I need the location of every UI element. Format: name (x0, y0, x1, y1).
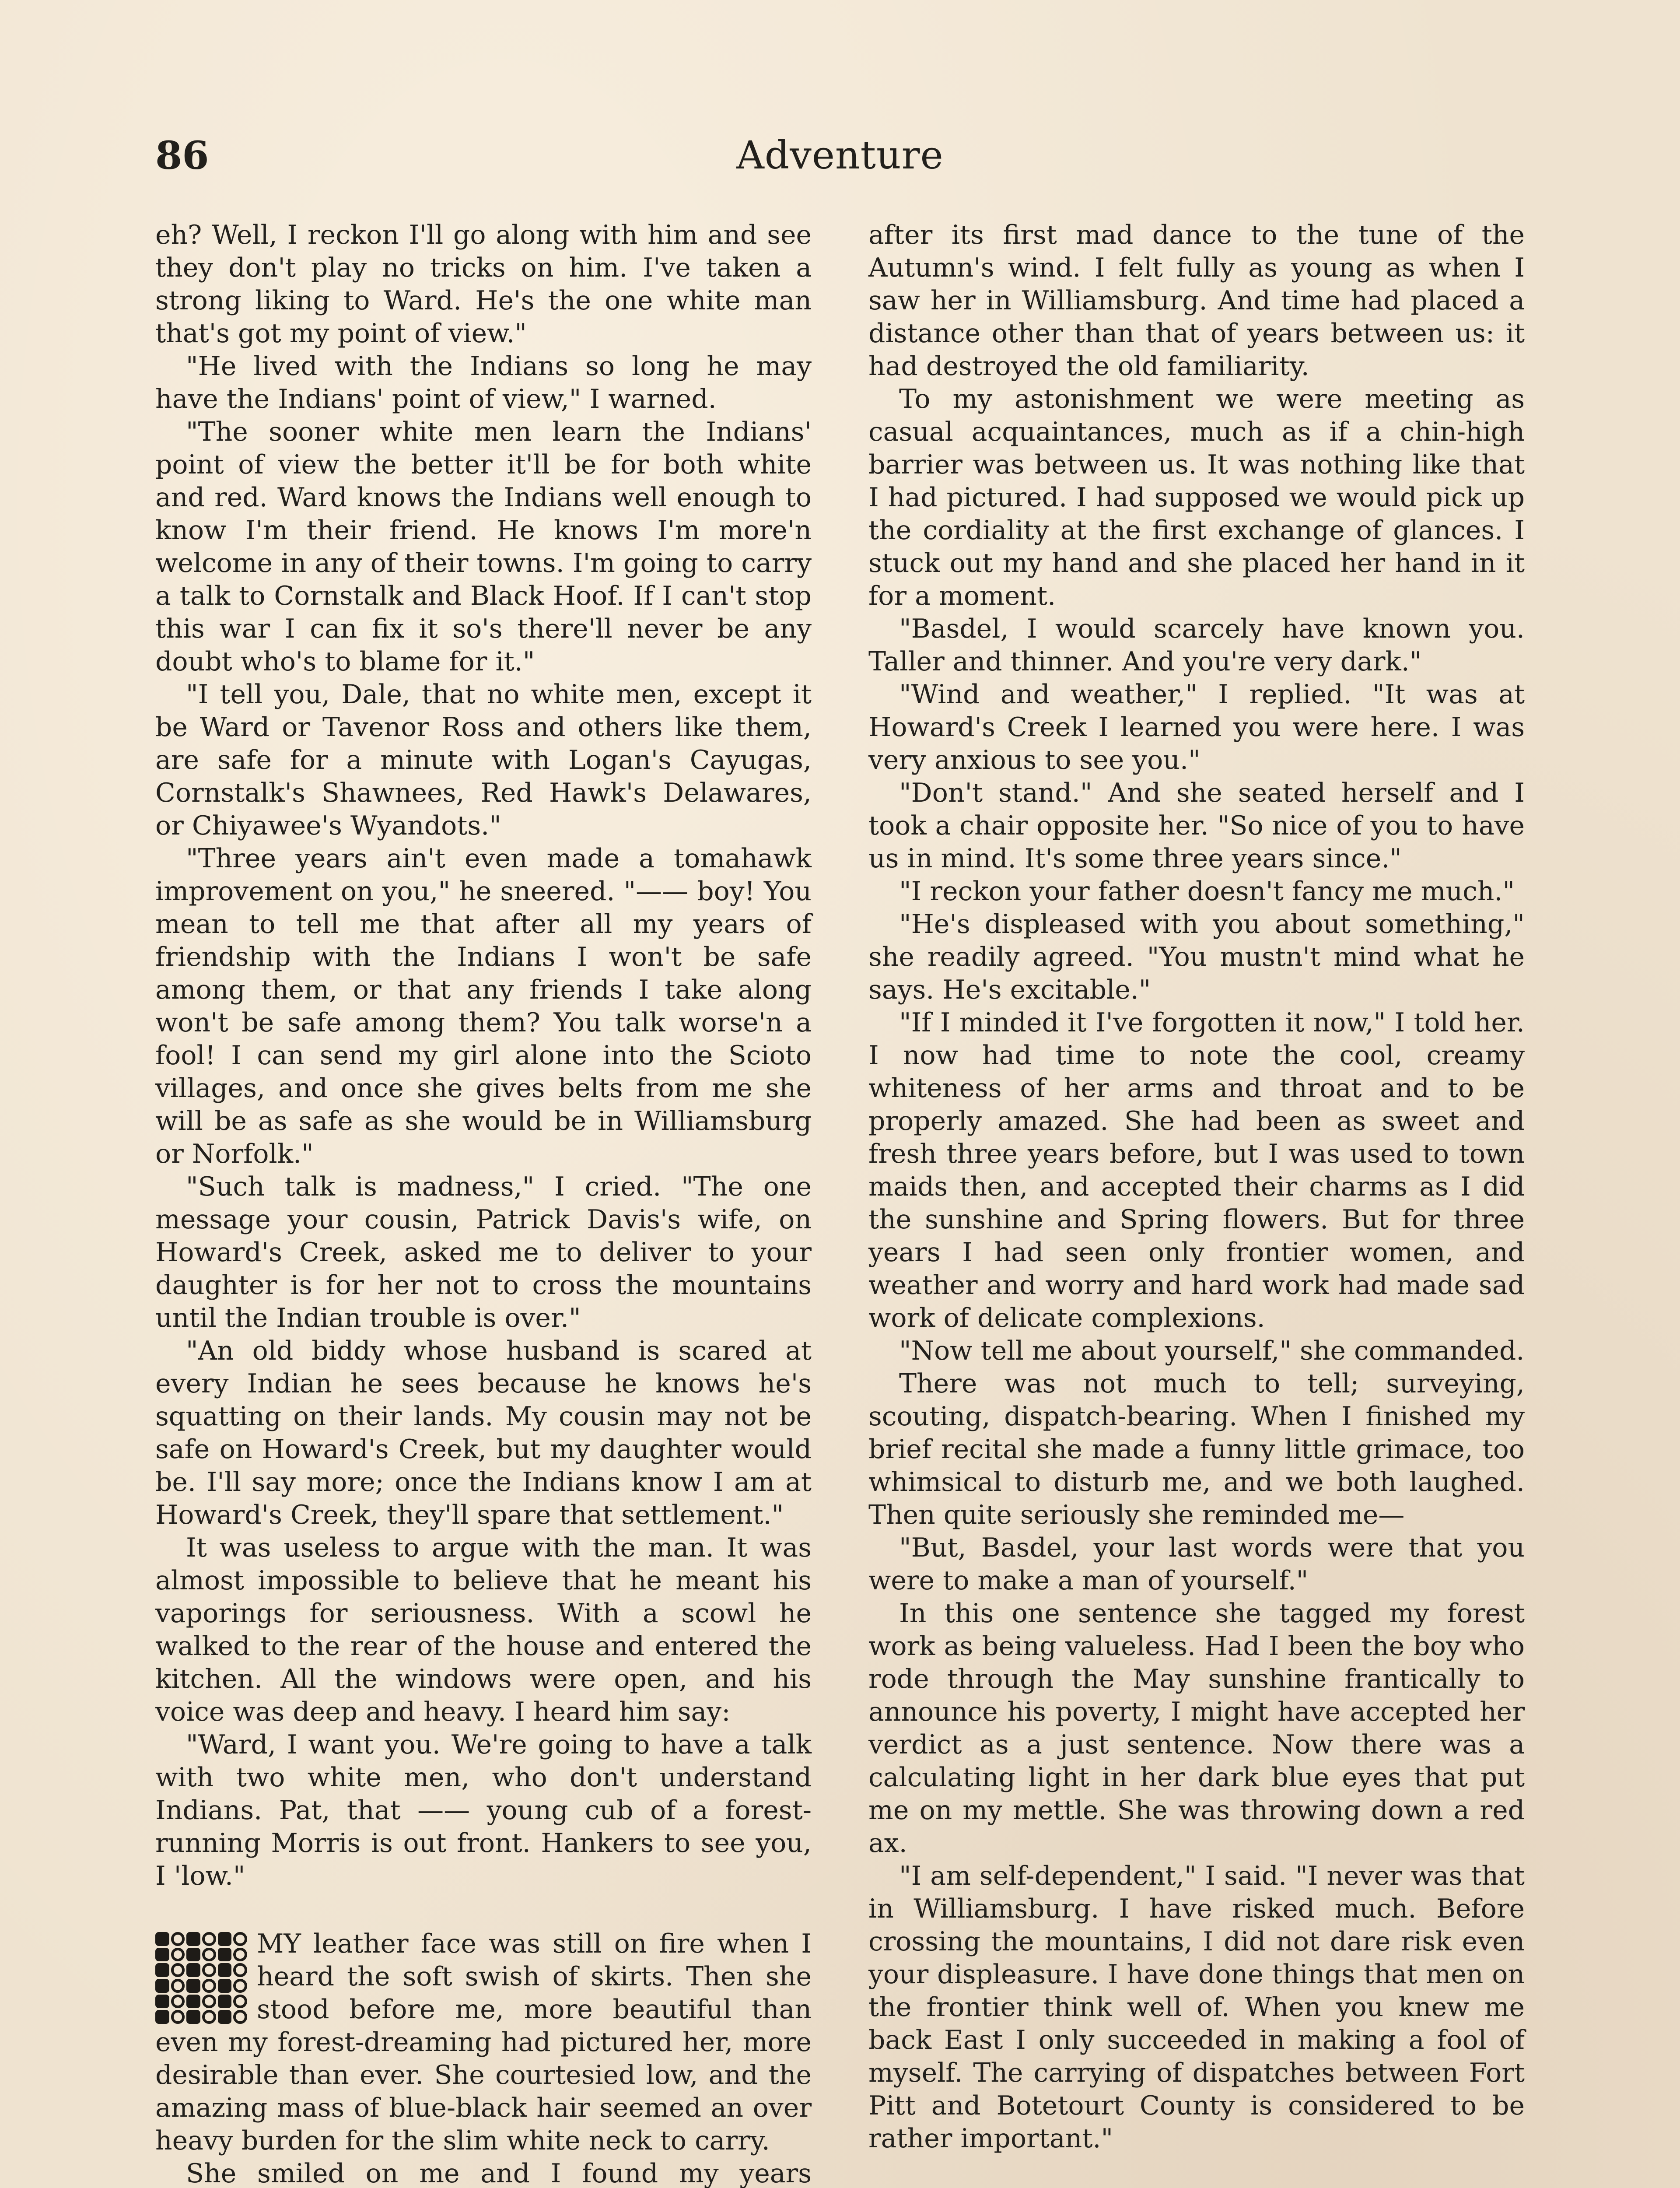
paragraph: There was not much to tell; surveying, scouting, dispatch-bearing. When I finished my brief recital she made a funny little grimace, too whimsical to disturb me, and we both laughed. Then quite seriously she reminded me— (868, 1368, 1525, 1530)
paragraph: "Basdel, I would scarcely have known you. Taller and thinner. And you're very dark." (868, 614, 1525, 677)
page-number: 86 (155, 133, 209, 178)
paragraph: "Wind and weather," I replied. "It was at Howard's Creek I learned you were here. I was very anxious to see you." (868, 679, 1525, 775)
section-opening-paragraph: MY leather face was still on fire when I heard the soft swish of skirts. Then she stood before me, more beautiful than even my forest-dreaming had pictured her, more desirable than ever. She courtesied low, and the amazing mass of blue-black hair seemed an over heavy burden for the slim white neck to carry. (155, 1929, 812, 2156)
right-column (868, 219, 1525, 2155)
paragraph: after its first mad dance to the tune of the Autumn's wind. I felt fully as young as when I saw her in Williamsburg. And time had placed a distance other than that of years between us: it had destroyed the old familiarity. (868, 220, 1525, 382)
paragraph: She smiled on me and I found my years (186, 2158, 812, 2188)
paragraph: "I reckon your father doesn't fancy me much." (899, 876, 1515, 907)
paragraph: It was useless to argue with the man. It was almost impossible to believe that he meant his vaporings for seriousness. With a scowl he walked to the rear of the house and entered the kitchen. All the windows were open, and his voice was deep and heavy. I heard him say: (155, 1532, 812, 1727)
paragraph: "The sooner white men learn the Indians' point of view the better it'll be for both white and red. Ward knows the Indians well enough to know I'm their friend. He knows I'm more'n welcome in any of their towns. I'm going to carry a talk to Cornstalk and Black Hoof. If I can't stop this war I can fix it so's there'll never be any doubt who's to blame for it." (155, 417, 812, 677)
paragraph: "He's displeased with you about something," she readily agreed. "You mustn't mind what he says. He's excitable." (868, 909, 1525, 1005)
paragraph: "If I minded it I've forgotten it now," I told her. I now had time to note the cool, creamy whiteness of her arms and throat and to be properly amazed. She had been as sweet and fresh three years before, but I was used to town maids then, and accepted their charms as I did the sunshine and Spring flowers. But for three years I had seen only frontier women, and weather and worry and hard work had made sad work of delicate complexions. (868, 1007, 1525, 1333)
paragraph: "An old biddy whose husband is scared at every Indian he sees because he knows he's squatting on their lands. My cousin may not be safe on Howard's Creek, but my daughter would be. I'll say more; once the Indians know I am at Howard's Creek, they'll spare that settlement." (155, 1336, 812, 1530)
left-column (155, 219, 812, 2188)
paragraph: "Such talk is madness," I cried. "The one message your cousin, Patrick Davis's wife, on Howard's Creek, asked me to deliver to your daughter is for her not to cross the mountains until the Indian trouble is over." (155, 1171, 812, 1333)
paragraph: "Ward, I want you. We're going to have a talk with two white men, who don't understand Indians. Pat, that —— young cub of a forest-running Morris is out front. Hankers to see you, I 'low." (155, 1729, 812, 1891)
paragraph: "Three years ain't even made a tomahawk improvement on you," he sneered. "—— boy! You mean to tell me that after all my years of friendship with the Indians I won't be safe among them, or that any friends I take along won't be safe among them? You talk worse'n a fool! I can send my girl alone into the Scioto villages, and once she gives belts from me she will be as safe as she would be in Williamsburg or Norfolk." (155, 843, 812, 1169)
paragraph: "But, Basdel, your last words were that you were to make a man of yourself." (868, 1532, 1525, 1596)
paragraph: In this one sentence she tagged my forest work as being valueless. Had I been the boy who rode through the May sunshine frantically to announce his poverty, I might have accepted her verdict as a just sentence. Now there was a calculating light in her dark blue eyes that put me on my mettle. She was throwing down a red ax. (868, 1598, 1525, 1858)
paragraph: "Now tell me about yourself," she commanded. (899, 1336, 1525, 1366)
running-title: Adventure (736, 133, 944, 178)
paragraph: "I tell you, Dale, that no white men, except it be Ward or Tavenor Ross and others like them, are safe for a minute with Logan's Cayugas, Cornstalk's Shawnees, Red Hawk's Delawares, or Chiyawee's Wyandots." (155, 679, 812, 841)
paragraph: eh? Well, I reckon I'll go along with him and see they don't play no tricks on him. I've taken a strong liking to Ward. He's the one white man that's got my point of view." (155, 220, 812, 349)
page-header (155, 131, 1525, 184)
paragraph: "Don't stand." And she seated herself and I took a chair opposite her. "So nice of you to have us in mind. It's some three years since." (868, 778, 1525, 874)
paragraph: "He lived with the Indians so long he may have the Indians' point of view," I warned. (155, 351, 812, 414)
paragraph: To my astonishment we were meeting as casual acquaintances, much as if a chin-high barrier was between us. It was nothing like that I had pictured. I had supposed we would pick up the cordiality at the first exchange of glances. I stuck out my hand and she placed her hand in it for a moment. (868, 384, 1525, 611)
paragraph: "I am self-dependent," I said. "I never was that in Williamsburg. I have risked much. Before crossing the mountains, I did not dare risk even your displeasure. I have done things that men on the frontier think well of. When you knew me back East I only succeeded in making a fool of myself. The carrying of dispatches between Fort Pitt and Botetourt County is considered to be rather important." (868, 1861, 1525, 2154)
ornament-icon (155, 1932, 247, 2024)
